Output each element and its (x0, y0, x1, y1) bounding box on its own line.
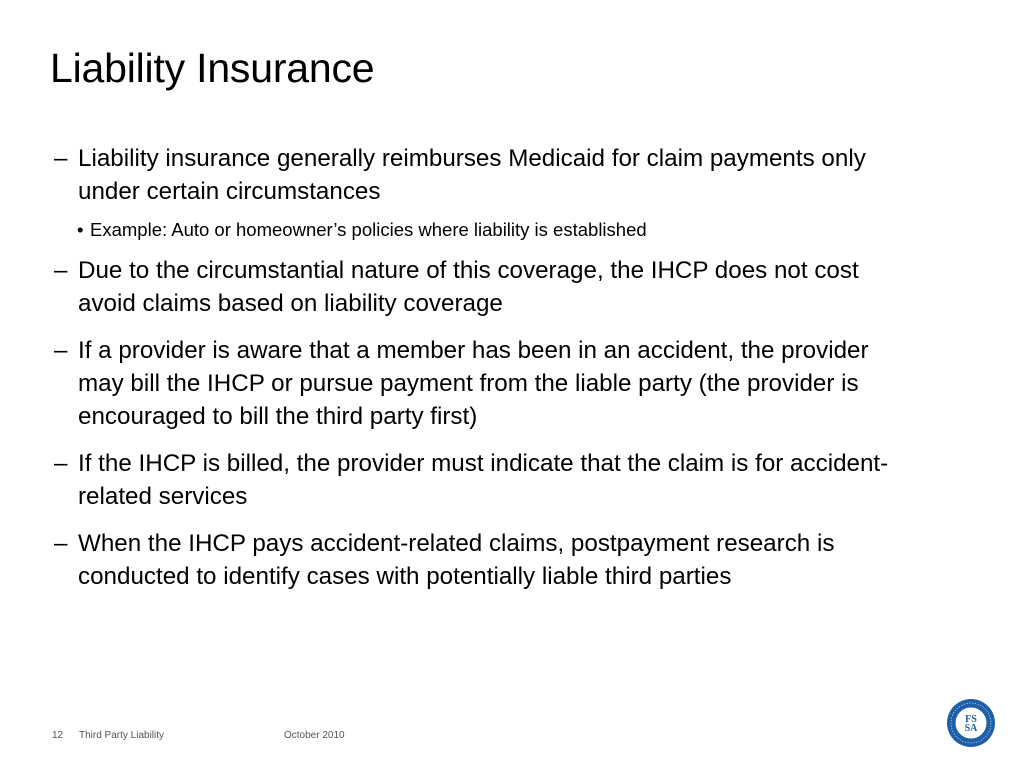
bullet-text: Liability insurance generally reimburses Medicaid for claim payments only under certain circumstances (78, 145, 866, 205)
bullet-item (54, 334, 914, 433)
bullet-text: When the IHCP pays accident-related claims, postpayment research is conducted to identify cases with potentially liable third parties (78, 530, 835, 590)
seal-letters-bottom: SA (964, 723, 978, 734)
footer-page-number: 12 (52, 730, 64, 741)
footer-date: October 2010 (284, 730, 345, 741)
slide-content (54, 142, 914, 593)
sub-bullet-item (54, 218, 914, 242)
bullet-item (54, 142, 914, 208)
dash-marker: – (54, 257, 68, 284)
slide-title: Liability Insurance (50, 45, 375, 91)
bullet-text: If the IHCP is billed, the provider must indicate that the claim is for accident-related services (78, 450, 889, 510)
footer-section: Third Party Liability (79, 730, 165, 741)
bullet-text: Due to the circumstantial nature of this coverage, the IHCP does not cost avoid claims based on liability coverage (78, 257, 859, 317)
dash-marker: – (54, 145, 68, 172)
dash-marker: – (54, 450, 68, 477)
bullet-item (54, 447, 914, 513)
bullet-item (54, 527, 914, 593)
dot-marker: • (77, 219, 84, 240)
sub-bullet-text: Example: Auto or homeowner’s policies where liability is established (90, 219, 647, 240)
seal-letters-top: FS (965, 714, 977, 725)
dash-marker: – (54, 337, 68, 364)
dash-marker: – (54, 530, 68, 557)
fssa-seal-icon (946, 698, 996, 748)
bullet-text: If a provider is aware that a member has been in an accident, the provider may bill the IHCP or pursue payment from the liable party (the provider is encouraged to bill the third party first) (78, 337, 869, 430)
bullet-item (54, 254, 914, 320)
